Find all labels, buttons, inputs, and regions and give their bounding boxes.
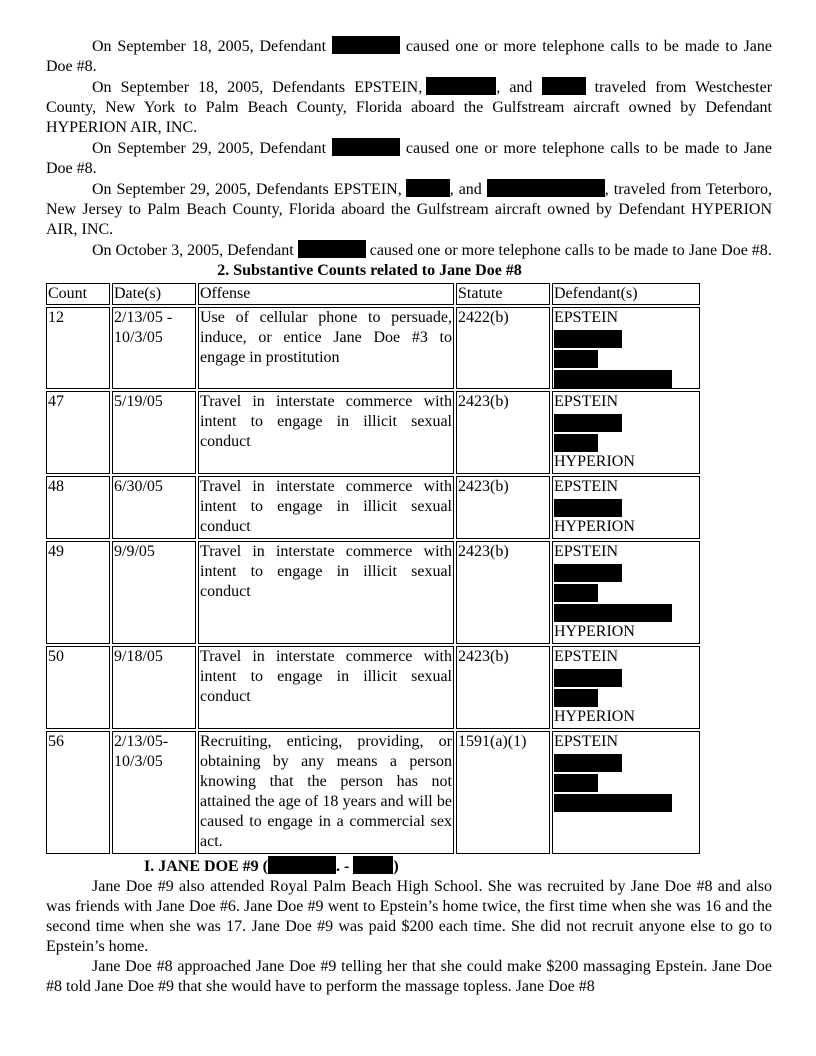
cell-count: 12	[46, 307, 110, 389]
document-page	[46, 36, 772, 997]
redaction-block	[554, 414, 622, 432]
redaction-block	[554, 689, 598, 707]
column-header-dates: Date(s)	[112, 283, 196, 305]
cell-dates: 2/13/05- 10/3/05	[112, 731, 196, 854]
table-title: 2. Substantive Counts related to Jane Doe #8	[217, 262, 522, 279]
cell-count: 47	[46, 391, 110, 474]
cell-offense: Travel in interstate commerce with intent to engage in illicit sexual conduct	[198, 476, 454, 539]
cell-dates: 2/13/05 - 10/3/05	[112, 307, 196, 389]
redaction-block	[554, 499, 622, 517]
cell-count: 56	[46, 731, 110, 854]
redaction-block	[554, 669, 622, 687]
redaction-block	[554, 604, 672, 622]
paragraph-call-oct3: On October 3, 2005, Defendant caused one or more telephone calls to be made to Jane Doe #8.	[92, 242, 772, 259]
defendant-name: EPSTEIN	[554, 543, 618, 560]
defendant-name: EPSTEIN	[554, 393, 618, 410]
cell-defendants	[552, 541, 700, 644]
column-header-statute: Statute	[456, 283, 550, 305]
defendant-name: EPSTEIN	[554, 648, 618, 665]
defendant-name: HYPERION	[554, 623, 635, 640]
cell-statute: 1591(a)(1)	[456, 731, 550, 854]
defendant-name: EPSTEIN	[554, 478, 618, 495]
cell-statute: 2423(b)	[456, 646, 550, 729]
table-row	[46, 731, 700, 854]
redaction-block	[554, 584, 598, 602]
redaction-block	[353, 856, 393, 874]
cell-dates: 9/18/05	[112, 646, 196, 729]
cell-count: 49	[46, 541, 110, 644]
cell-dates: 5/19/05	[112, 391, 196, 474]
cell-offense: Travel in interstate commerce with intent to engage in illicit sexual conduct	[198, 646, 454, 729]
redaction-block	[268, 856, 336, 874]
redaction-block	[554, 330, 622, 348]
cell-statute: 2423(b)	[456, 541, 550, 644]
counts-table	[44, 281, 702, 856]
redaction-block	[554, 370, 672, 388]
cell-statute: 2422(b)	[456, 307, 550, 389]
cell-dates: 9/9/05	[112, 541, 196, 644]
table-row	[46, 307, 700, 389]
table-row	[46, 541, 700, 644]
cell-dates: 6/30/05	[112, 476, 196, 539]
cell-offense: Travel in interstate commerce with intent to engage in illicit sexual conduct	[198, 541, 454, 644]
cell-defendants	[552, 476, 700, 539]
cell-count: 48	[46, 476, 110, 539]
cell-statute: 2423(b)	[456, 476, 550, 539]
redaction-block	[554, 564, 622, 582]
table-row	[46, 391, 700, 474]
defendant-name: HYPERION	[554, 518, 635, 535]
table-row	[46, 646, 700, 729]
redaction-block	[406, 179, 450, 197]
cell-defendants	[552, 307, 700, 389]
redaction-block	[487, 179, 605, 197]
redaction-block	[542, 77, 586, 95]
cell-offense: Use of cellular phone to persuade, induce, or entice Jane Doe #3 to engage in prostitution	[198, 307, 454, 389]
table-header-row	[46, 283, 700, 305]
section-heading: I. JANE DOE #9 ( . - )	[144, 858, 399, 875]
redaction-block	[332, 138, 400, 156]
defendant-name: HYPERION	[554, 453, 635, 470]
cell-count: 50	[46, 646, 110, 729]
cell-offense: Recruiting, enticing, providing, or obtaining by any means a person knowing that the person has not attained the age of 18 years and will be caused to engage in a commercial sex act.	[198, 731, 454, 854]
redaction-block	[554, 350, 598, 368]
column-header-count: Count	[46, 283, 110, 305]
redaction-block	[554, 794, 672, 812]
cell-offense: Travel in interstate commerce with intent to engage in illicit sexual conduct	[198, 391, 454, 474]
table-row	[46, 476, 700, 539]
defendant-name: HYPERION	[554, 708, 635, 725]
cell-defendants	[552, 391, 700, 474]
paragraph-travel-sep18: On September 18, 2005, Defendants EPSTEIN, , and traveled from Westchester County, New York to Palm Beach County, Florida aboard the Gulfstream aircraft owned by Defendant HYPERION AIR, INC.	[46, 79, 773, 136]
column-header-defendants: Defendant(s)	[552, 283, 700, 305]
paragraph-travel-sep29: On September 29, 2005, Defendants EPSTEIN, , and , traveled from Teterboro, New Jersey to Palm Beach County, Florida aboard the Gulfstream aircraft owned by Defendant HYPERION AIR, INC.	[46, 181, 773, 238]
cell-defendants	[552, 731, 700, 854]
redaction-block	[298, 240, 366, 258]
defendant-name: EPSTEIN	[554, 309, 618, 326]
cell-defendants	[552, 646, 700, 729]
redaction-block	[426, 77, 496, 95]
paragraph-jane-doe-9: Jane Doe #9 also attended Royal Palm Beach High School. She was recruited by Jane Doe #8 and also was friends with Jane Doe #6. Jane Doe #9 went to Epstein’s home twice, the first time when she was 16 and the second time when she was 17. Jane Doe #9 was paid $200 each time. She did not recruit anyone else to go to Epstein’s home.	[46, 878, 772, 955]
defendant-name: EPSTEIN	[554, 733, 618, 750]
redaction-block	[332, 36, 400, 54]
redaction-block	[554, 434, 598, 452]
paragraph-call-sep18: On September 18, 2005, Defendant caused one or more telephone calls to be made to Jane Doe #8.	[46, 38, 773, 75]
cell-statute: 2423(b)	[456, 391, 550, 474]
redaction-block	[554, 754, 622, 772]
redaction-block	[554, 774, 598, 792]
column-header-offense: Offense	[198, 283, 454, 305]
paragraph-approach: Jane Doe #8 approached Jane Doe #9 telling her that she could make $200 massaging Epstein. Jane Doe #8 told Jane Doe #9 that she would have to perform the massage topless. Jane Doe #8	[46, 958, 772, 995]
paragraph-call-sep29: On September 29, 2005, Defendant caused one or more telephone calls to be made to Jane Doe #8.	[46, 140, 773, 177]
